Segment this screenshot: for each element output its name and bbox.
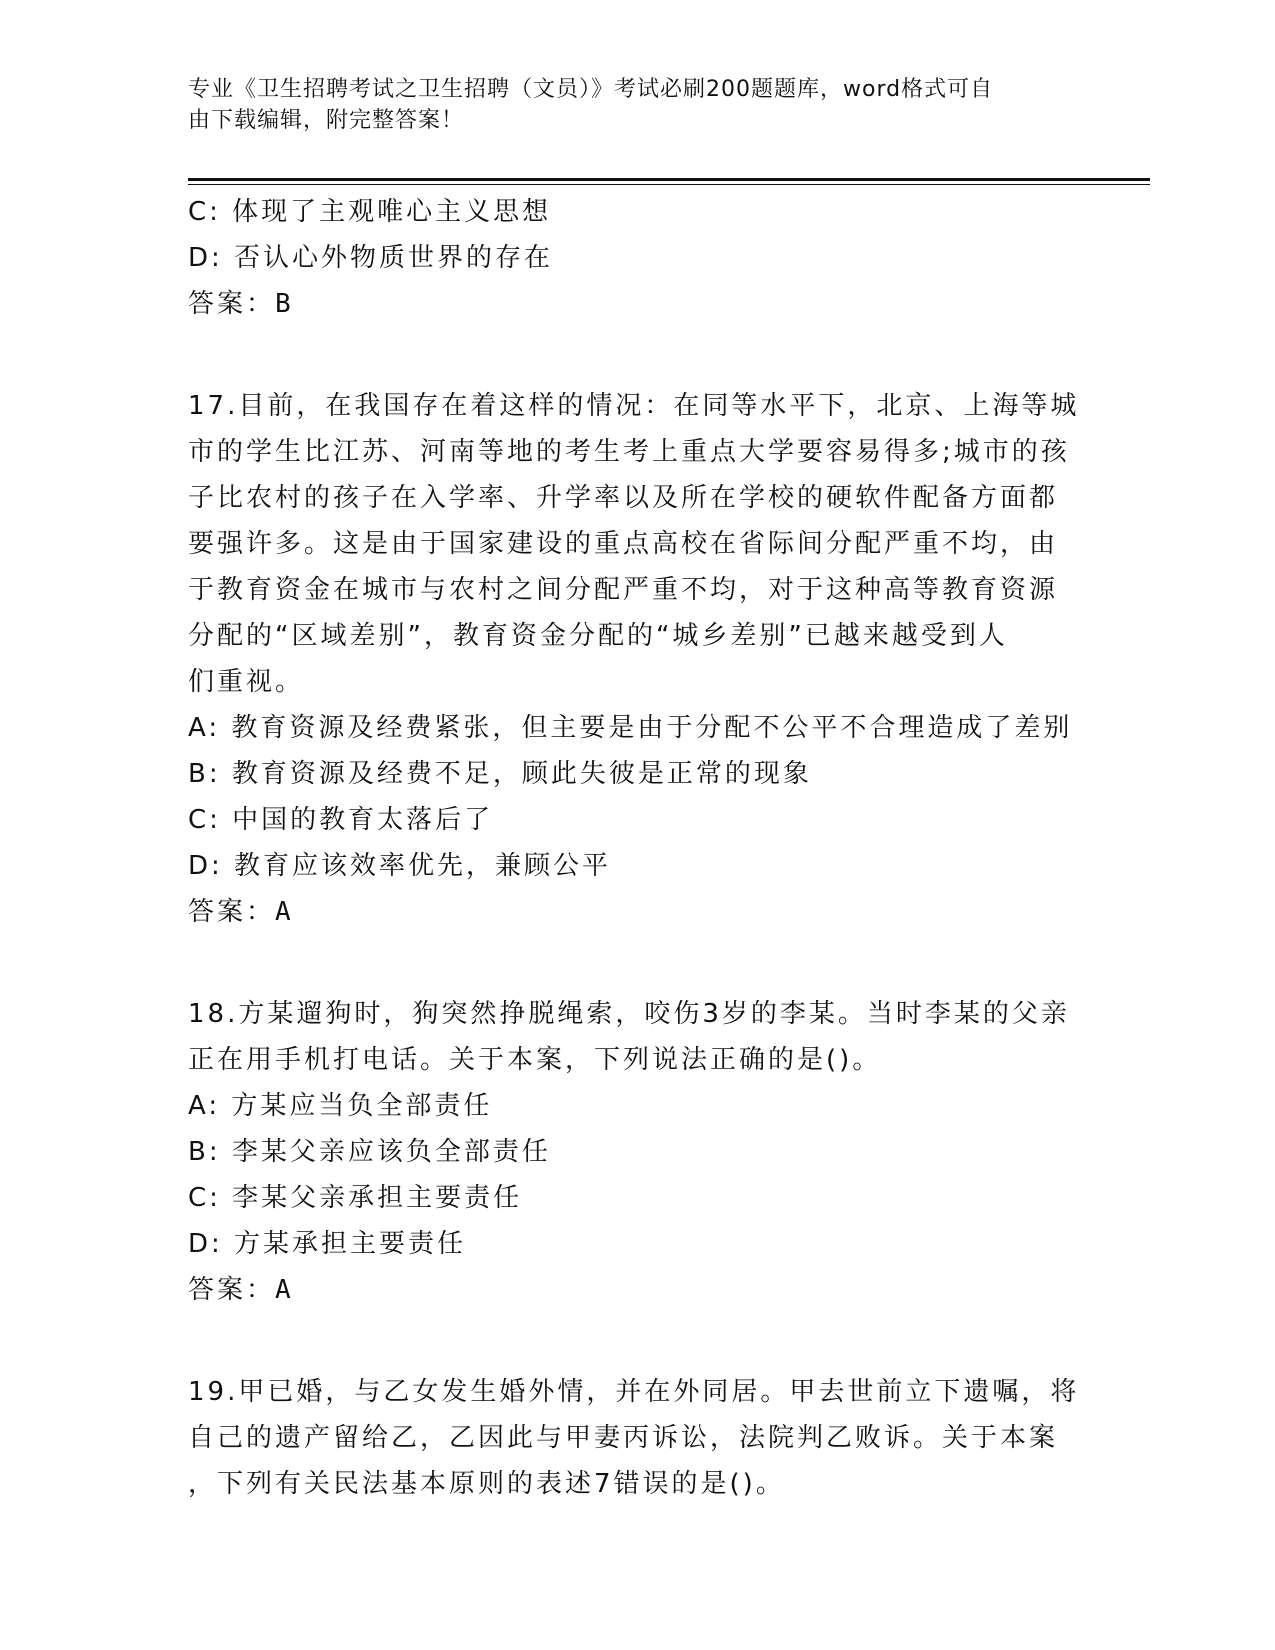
option-d: D: 否认心外物质世界的存在 — [188, 243, 554, 273]
answer-line: 答案：A — [188, 897, 294, 927]
question-stem-line: 们重视。 — [188, 667, 305, 697]
option-c: C: 中国的教育太落后了 — [188, 805, 494, 835]
spacer — [188, 935, 1088, 991]
option-a: A: 方某应当负全部责任 — [188, 1091, 493, 1121]
option-c: C: 李某父亲承担主要责任 — [188, 1183, 523, 1213]
header-divider-thin — [188, 184, 1150, 185]
question-stem-line: 子比农村的孩子在入学率、升学率以及所在学校的硬软件配备方面都 — [188, 483, 1059, 513]
question-stem-line: 分配的“区域差别”，教育资金分配的“城乡差别”已越来越受到人 — [188, 621, 1008, 651]
option-a: A: 教育资源及经费紧张，但主要是由于分配不公平不合理造成了差别 — [188, 713, 1073, 743]
question-18 — [188, 991, 1088, 1313]
header-line-1: 专业《卫生招聘考试之卫生招聘（文员）》考试必刷200题题库，word格式可自 — [188, 77, 994, 102]
spacer — [188, 327, 1088, 383]
option-d: D: 教育应该效率优先，兼顾公平 — [188, 851, 612, 881]
question-stem-line: 17.目前，在我国存在着这样的情况：在同等水平下，北京、上海等城 — [188, 391, 1080, 421]
option-b: B: 教育资源及经费不足，顾此失彼是正常的现象 — [188, 759, 812, 789]
header-divider-thick — [188, 178, 1150, 181]
answer-line: 答案：A — [188, 1275, 294, 1305]
option-d: D: 方某承担主要责任 — [188, 1229, 467, 1259]
answer-line: 答案：B — [188, 289, 294, 319]
question-stem-line: 市的学生比江苏、河南等地的考生考上重点大学要容易得多;城市的孩 — [188, 437, 1070, 467]
question-stem-line: 正在用手机打电话。关于本案，下列说法正确的是()。 — [188, 1045, 882, 1075]
question-16-tail — [188, 189, 1088, 327]
question-stem-line: 19.甲已婚，与乙女发生婚外情，并在外同居。甲去世前立下遗嘱，将 — [188, 1377, 1080, 1407]
question-stem-line: ，下列有关民法基本原则的表述7错误的是()。 — [188, 1469, 785, 1499]
question-stem-line: 自己的遗产留给乙，乙因此与甲妻丙诉讼，法院判乙败诉。关于本案 — [188, 1423, 1059, 1453]
question-17 — [188, 383, 1088, 935]
document-body — [188, 189, 1088, 1507]
option-b: B: 李某父亲应该负全部责任 — [188, 1137, 551, 1167]
question-19 — [188, 1369, 1088, 1507]
option-c: C: 体现了主观唯心主义思想 — [188, 197, 552, 227]
header-line-2: 由下载编辑，附完整答案！ — [188, 108, 465, 133]
question-stem-line: 要强许多。这是由于国家建设的重点高校在省际间分配严重不均，由 — [188, 529, 1059, 559]
spacer — [188, 1313, 1088, 1369]
question-stem-line: 于教育资金在城市与农村之间分配严重不均，对于这种高等教育资源 — [188, 575, 1059, 605]
document-header — [188, 74, 1068, 136]
question-stem-line: 18.方某遛狗时，狗突然挣脱绳索，咬伤3岁的李某。当时李某的父亲 — [188, 999, 1070, 1029]
